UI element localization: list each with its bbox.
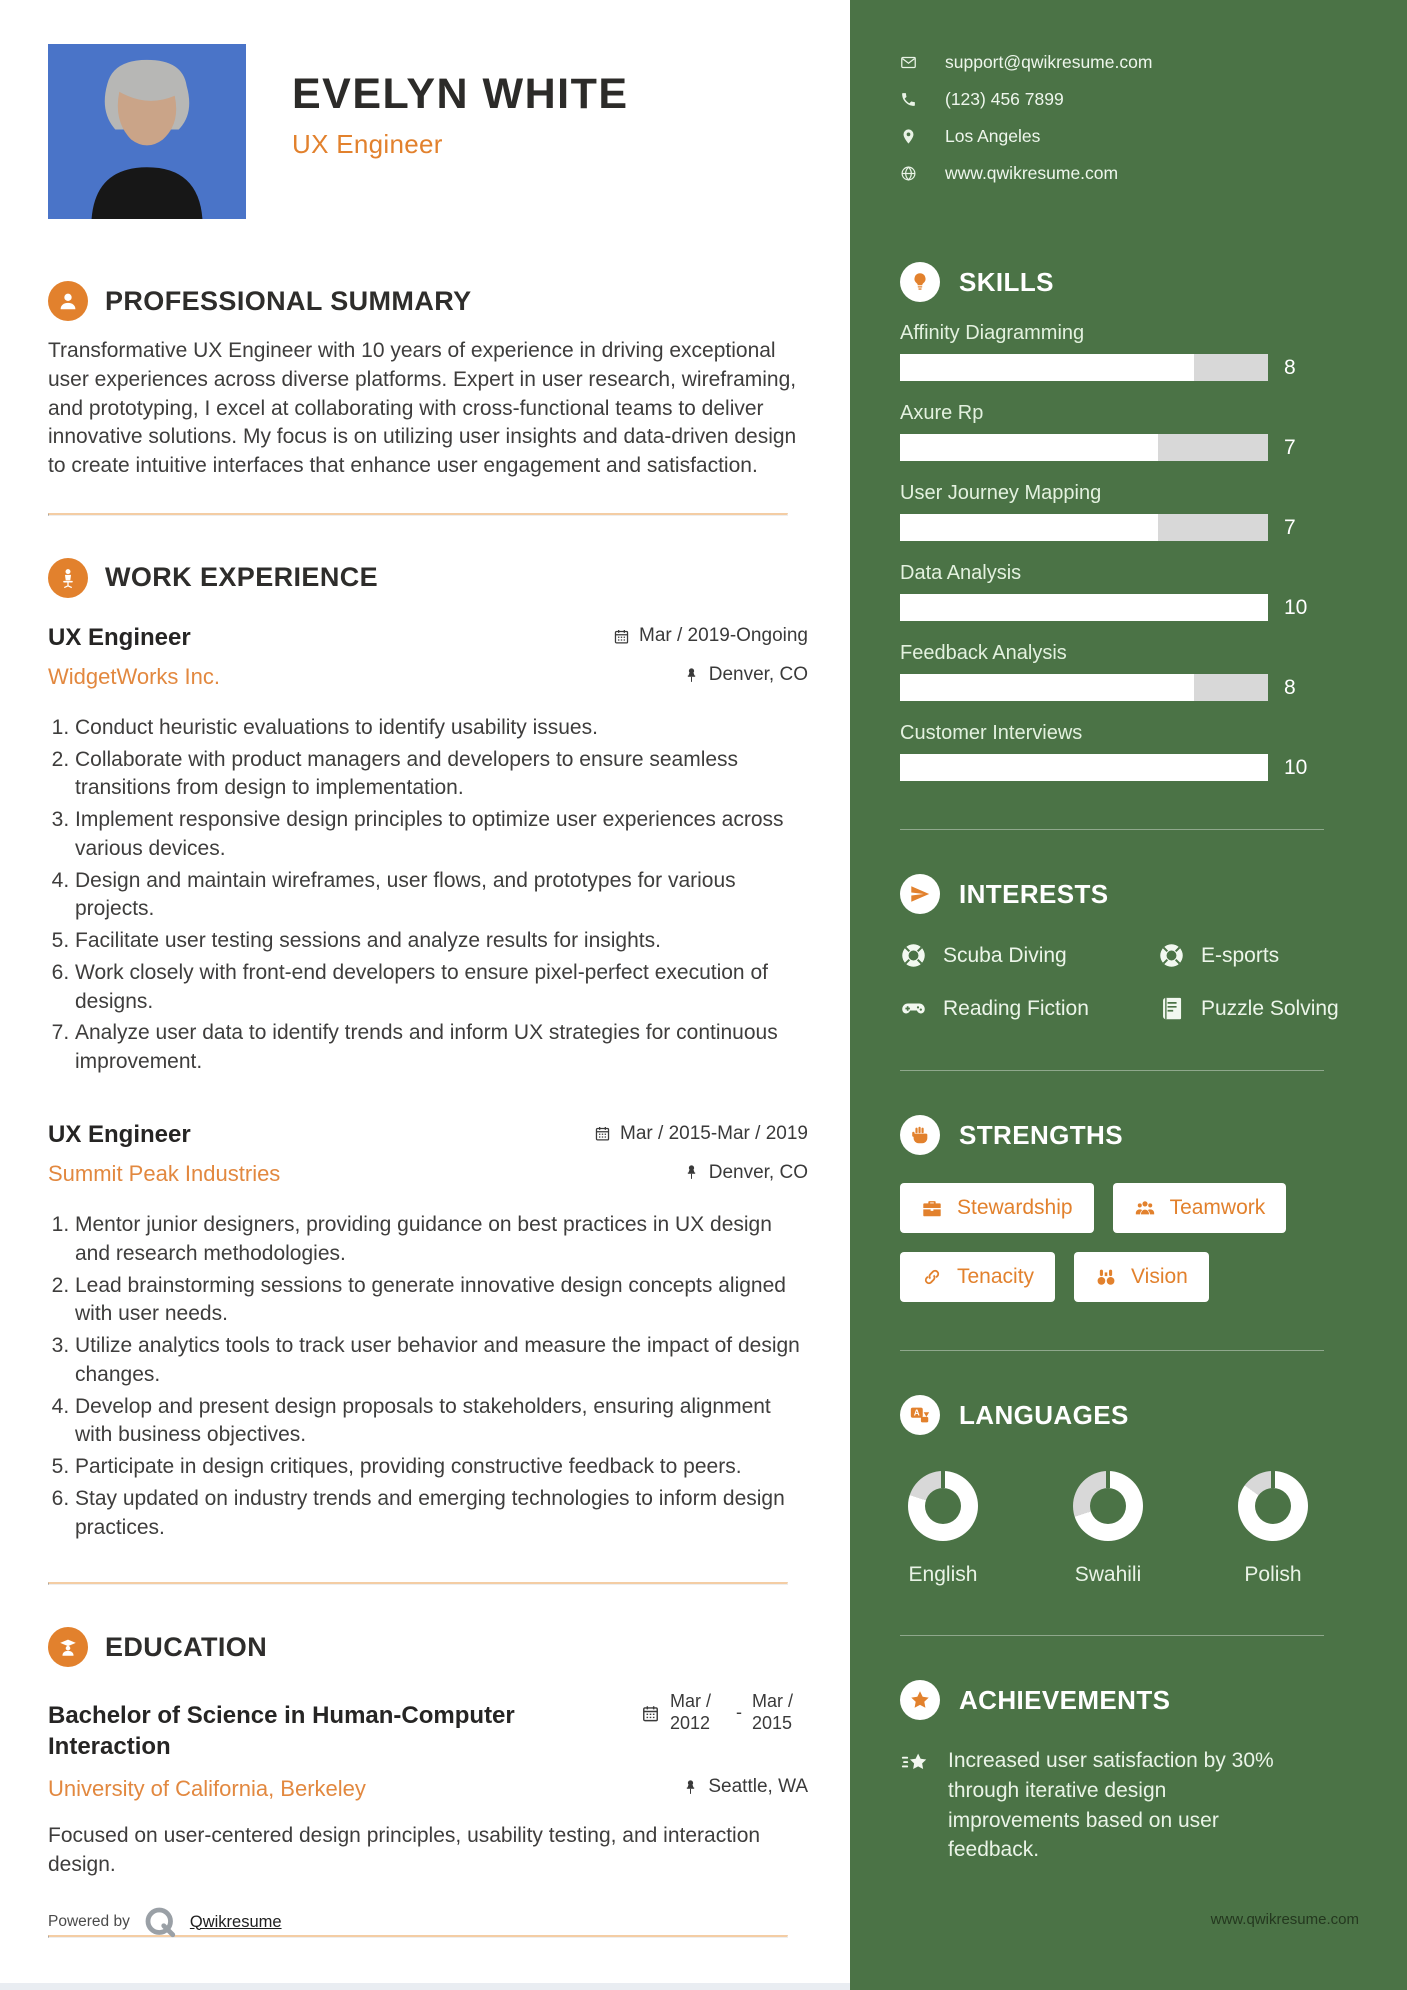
skill-bar-fill: [900, 674, 1194, 701]
summary-text: Transformative UX Engineer with 10 years of experience in driving exceptional user experiences across diverse platforms. Expert in user research, wireframing, and prototyping, I excel at collaborating with cross-functional teams to deliver innovative solutions. My focus is on utilizing user insights and data-driven design to create intuitive interfaces that enhance user engagement and satisfaction.: [48, 339, 797, 478]
job-bullet: 2. Collaborate with product managers and developers to ensure seamless transitions from design to implementation.: [75, 746, 808, 804]
education-dates: [641, 1691, 808, 1734]
strengths-heading: STRENGTHS: [959, 1119, 1123, 1150]
identity-header: [48, 44, 808, 219]
language-donut-chart: [1238, 1471, 1308, 1541]
interest-label: Reading Fiction: [943, 996, 1089, 1020]
interests-heading: INTERESTS: [959, 878, 1109, 909]
skill-name: Affinity Diagramming: [900, 322, 1085, 344]
contact-item-text: support@qwikresume.com: [945, 52, 1153, 72]
skill-bar-track: [900, 754, 1268, 781]
office-worker-icon: [48, 558, 88, 598]
candidate-name: EVELYN WHITE: [292, 70, 629, 118]
job-entry: [48, 624, 808, 1077]
job-company-row: [48, 1149, 808, 1187]
job-bullets: [48, 714, 808, 1077]
pushpin-icon: [682, 1779, 699, 1796]
contact-item[interactable]: [900, 163, 1362, 184]
calendar-icon: [594, 1125, 611, 1142]
identity-text: [292, 70, 629, 160]
skill-value: 10: [1284, 595, 1308, 619]
calendar-icon: [613, 628, 630, 645]
strength-label: Stewardship: [957, 1196, 1073, 1219]
strengths-list: [900, 1183, 1350, 1302]
donut-notch: [1106, 1470, 1110, 1488]
job-location: [683, 1162, 808, 1184]
shooting-star-icon: [900, 1748, 930, 1778]
education-location: [682, 1776, 808, 1798]
website-link[interactable]: www.qwikresume.com: [1210, 1911, 1359, 1928]
skill-bar-track: [900, 594, 1268, 621]
professional-summary-section: [48, 281, 808, 481]
graduate-icon: [48, 1627, 88, 1667]
contact-block: [900, 52, 1362, 184]
skill-bar-row: [900, 754, 1362, 781]
company-name: Summit Peak Industries: [48, 1161, 281, 1187]
team-icon: [1134, 1197, 1156, 1219]
job-bullet: 3. Utilize analytics tools to track user behavior and measure the impact of design changes.: [75, 1332, 808, 1390]
interests-heading-row: [900, 874, 1362, 914]
language-item: [1238, 1471, 1308, 1587]
education-date-separator: -: [736, 1702, 742, 1723]
interests-section: [900, 874, 1362, 1022]
svg-text:A: A: [913, 1408, 920, 1418]
work-experience-section: [48, 558, 808, 1543]
qwikresume-link[interactable]: Qwikresume: [189, 1912, 282, 1931]
interest-label: Puzzle Solving: [1201, 996, 1339, 1020]
language-label: Swahili: [1074, 1563, 1142, 1586]
sidebar-divider: [900, 1350, 1324, 1351]
contact-item-text: Los Angeles: [945, 126, 1041, 146]
achievement-item: [900, 1746, 1362, 1865]
job-entry: [48, 1121, 808, 1542]
interest-item: [900, 995, 1158, 1022]
chain-link-icon: [921, 1266, 943, 1288]
skill-value: 7: [1284, 435, 1296, 459]
sidebar-divider: [900, 829, 1324, 830]
strength-label: Teamwork: [1169, 1196, 1266, 1219]
strengths-heading-row: [900, 1115, 1362, 1155]
job-bullet: 6. Stay updated on industry trends and emerging technologies to inform design practices.: [75, 1485, 808, 1543]
job-title-row: [48, 624, 808, 652]
sidebar-divider: [900, 1635, 1324, 1636]
skill-name: Customer Interviews: [900, 722, 1083, 744]
location-pin-icon: [900, 128, 917, 145]
work-heading: WORK EXPERIENCE: [105, 562, 379, 593]
skills-heading-row: [900, 262, 1362, 302]
contact-item-text: www.qwikresume.com: [945, 163, 1119, 183]
job-bullet: 1. Mentor junior designers, providing guidance on best practices in UX design and research methodologies.: [75, 1211, 808, 1269]
contact-item: [900, 89, 1362, 110]
skill-value: 7: [1284, 515, 1296, 539]
education-entry: [48, 1691, 808, 1879]
globe-icon: [900, 165, 917, 182]
interest-item: [900, 942, 1158, 969]
language-item: [1073, 1471, 1143, 1587]
section-divider: [48, 1582, 788, 1585]
phone-icon: [900, 91, 917, 108]
skill-item: [900, 482, 1362, 541]
summary-heading-row: [48, 281, 808, 321]
skill-value: 8: [1284, 355, 1296, 379]
job-bullet: 4. Design and maintain wireframes, user flows, and prototypes for various projects.: [75, 867, 808, 925]
skill-name: User Journey Mapping: [900, 482, 1102, 504]
sidebar-divider: [900, 1070, 1324, 1071]
donut-notch: [941, 1470, 945, 1488]
education-date-end: Mar / 2015: [752, 1691, 794, 1734]
donut-hole: [925, 1488, 961, 1524]
strength-label: Vision: [1131, 1265, 1188, 1288]
achievement-text: Increased user satisfaction by 30% through iterative design improvements based on user feedback.: [948, 1749, 1274, 1862]
company-name: WidgetWorks Inc.: [48, 663, 220, 689]
lightbulb-icon: [900, 262, 940, 302]
school-name: University of California, Berkeley: [48, 1775, 366, 1801]
job-dates-text: Mar / 2019-Ongoing: [639, 625, 808, 647]
skill-item: [900, 322, 1362, 381]
skill-item: [900, 722, 1362, 781]
interests-list: [900, 942, 1362, 1022]
strength-label: Tenacity: [957, 1265, 1035, 1288]
pushpin-icon: [683, 1164, 700, 1181]
skill-item: [900, 642, 1362, 701]
book-icon: [1158, 995, 1185, 1022]
language-donut-chart: [908, 1471, 978, 1541]
contact-item[interactable]: [900, 52, 1362, 73]
skill-value: 8: [1284, 675, 1296, 699]
job-location-text: Denver, CO: [708, 1161, 808, 1183]
skill-bar-row: [900, 434, 1362, 461]
achievements-list: [900, 1746, 1362, 1865]
job-title: UX Engineer: [48, 623, 191, 651]
jobs-list: [48, 624, 808, 1543]
job-bullet: 4. Develop and present design proposals to stakeholders, ensuring alignment with business objectives.: [75, 1393, 808, 1451]
job-dates: [613, 625, 808, 647]
briefcase-icon: [921, 1197, 943, 1219]
skills-section: [900, 262, 1362, 781]
interest-label: E-sports: [1201, 943, 1280, 967]
envelope-icon: [900, 54, 917, 71]
job-bullet: 3. Implement responsive design principles to optimize user experiences across various devices.: [75, 806, 808, 864]
lifebuoy-icon: [1158, 942, 1185, 969]
job-dates: [594, 1123, 808, 1145]
job-bullet: 7. Analyze user data to identify trends and inform UX strategies for continuous improvement.: [75, 1019, 808, 1077]
interest-item: [1158, 942, 1362, 969]
skill-bar-track: [900, 434, 1268, 461]
job-bullet: 1. Conduct heuristic evaluations to identify usability issues.: [75, 714, 808, 743]
skill-bar-fill: [900, 354, 1194, 381]
donut-hole: [1090, 1488, 1126, 1524]
lifebuoy-icon: [900, 942, 927, 969]
job-bullets: [48, 1211, 808, 1542]
section-divider: [48, 513, 788, 516]
contact-item: [900, 126, 1362, 147]
job-location-text: Denver, CO: [708, 664, 808, 686]
fist-icon: [900, 1115, 940, 1155]
education-location-text: Seattle, WA: [708, 1776, 808, 1798]
skill-bar-track: [900, 514, 1268, 541]
degree-title: Bachelor of Science in Human-Computer Interaction: [48, 1701, 515, 1760]
skill-bar-row: [900, 674, 1362, 701]
skill-bar-row: [900, 514, 1362, 541]
binoculars-icon: [1095, 1266, 1117, 1288]
language-donut-chart: [1073, 1471, 1143, 1541]
strength-chip: [900, 1183, 1094, 1233]
education-heading-row: [48, 1627, 808, 1667]
interest-label: Scuba Diving: [943, 943, 1067, 967]
education-heading: EDUCATION: [105, 1631, 268, 1662]
skill-name: Feedback Analysis: [900, 642, 1067, 664]
job-bullet: 5. Participate in design critiques, providing constructive feedback to peers.: [75, 1453, 808, 1482]
languages-heading-row: [900, 1395, 1362, 1435]
donut-notch: [1271, 1470, 1275, 1488]
skill-item: [900, 402, 1362, 461]
job-dates-text: Mar / 2015-Mar / 2019: [620, 1122, 808, 1144]
contact-item-text: (123) 456 7899: [945, 89, 1064, 109]
star-icon: [900, 1680, 940, 1720]
skill-bar-fill: [900, 434, 1158, 461]
strength-chip: [1074, 1252, 1209, 1302]
donut-hole: [1255, 1488, 1291, 1524]
skill-bar-fill: [900, 594, 1268, 621]
achievements-heading: ACHIEVEMENTS: [959, 1684, 1171, 1715]
translate-icon: [900, 1395, 940, 1435]
strengths-section: [900, 1115, 1362, 1302]
skill-bar-row: [900, 354, 1362, 381]
job-title: UX Engineer: [48, 1121, 191, 1149]
skill-item: [900, 562, 1362, 621]
interest-item: [1158, 995, 1362, 1022]
candidate-title: UX Engineer: [292, 129, 443, 159]
languages-heading: LANGUAGES: [959, 1399, 1129, 1430]
job-bullet: 6. Work closely with front-end developers to ensure pixel-perfect execution of designs.: [75, 959, 808, 1017]
gamepad-icon: [900, 995, 927, 1022]
profile-photo: [48, 44, 246, 219]
strength-chip: [1113, 1183, 1287, 1233]
achievements-heading-row: [900, 1680, 1362, 1720]
languages-list: [908, 1471, 1308, 1587]
language-label: English: [908, 1563, 978, 1586]
language-label: Polish: [1244, 1563, 1302, 1586]
strength-chip: [900, 1252, 1055, 1302]
skill-bar-row: [900, 594, 1362, 621]
calendar-icon: [641, 1704, 660, 1723]
education-description: Focused on user-centered design principles, usability testing, and interaction design.: [48, 1823, 761, 1876]
pushpin-icon: [683, 667, 700, 684]
person-icon: [48, 281, 88, 321]
job-bullet: 2. Lead brainstorming sessions to generate innovative design concepts aligned with user needs.: [75, 1272, 808, 1330]
education-section: [48, 1627, 808, 1879]
work-heading-row: [48, 558, 808, 598]
education-date-start: Mar / 2012: [670, 1691, 712, 1734]
skill-bar-track: [900, 674, 1268, 701]
footer: [48, 1904, 282, 1940]
summary-heading: PROFESSIONAL SUMMARY: [105, 285, 472, 316]
skill-bar-fill: [900, 754, 1268, 781]
job-title-row: [48, 1121, 808, 1149]
sidebar: [850, 0, 1407, 1990]
skill-value: 10: [1284, 755, 1308, 779]
job-location: [683, 664, 808, 686]
languages-section: [900, 1395, 1362, 1587]
skills-heading: SKILLS: [959, 266, 1054, 297]
skill-name: Data Analysis: [900, 562, 1022, 584]
skill-name: Axure Rp: [900, 402, 984, 424]
skill-bar-track: [900, 354, 1268, 381]
job-bullet: 5. Facilitate user testing sessions and analyze results for insights.: [75, 927, 808, 956]
language-item: [908, 1471, 978, 1587]
achievements-section: [900, 1680, 1362, 1865]
paper-plane-icon: [900, 874, 940, 914]
skills-list: [900, 322, 1362, 781]
qwikresume-logo-icon: [142, 1904, 178, 1940]
skill-bar-fill: [900, 514, 1158, 541]
powered-by-label: Powered by: [48, 1913, 130, 1930]
job-company-row: [48, 652, 808, 690]
